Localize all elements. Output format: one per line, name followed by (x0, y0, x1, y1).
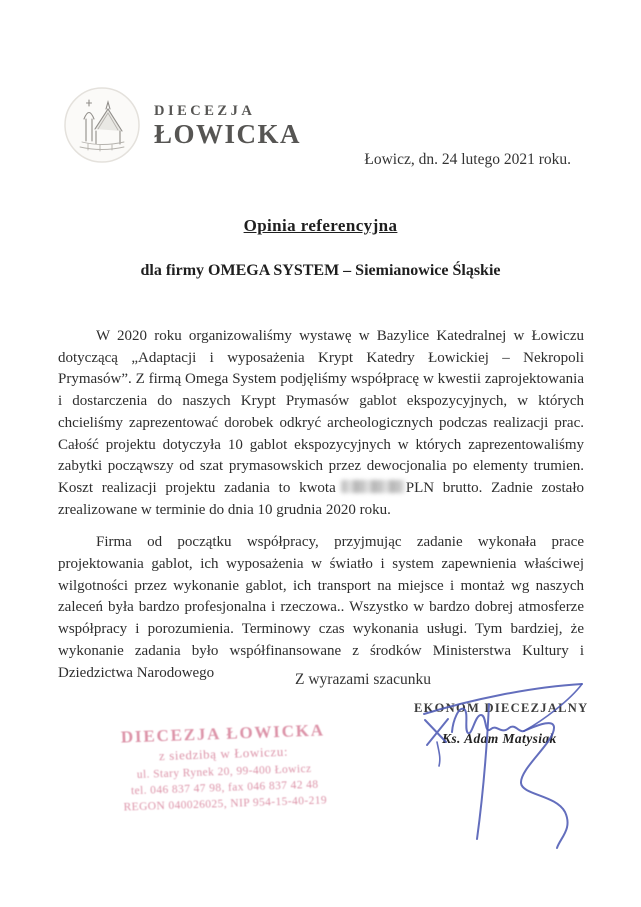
letterhead (62, 84, 301, 166)
red-address-stamp (95, 720, 354, 815)
red-stamp-address: ul. Stary Rynek 20, 99-400 Łowicz (136, 762, 312, 782)
paragraph-2: Firma od początku współpracy, przyjmując zadanie wykonała prace projektowania gablot, ich wyposażenia w światło i system zapewnienia właściwej wilgotności przez wykonanie gablot, ich transport na miejsce i montaż wg naszych zaleceń była bardzo profesjonalna i rzeczowa.. Wszystko w bardzo dobrej atmosferze współpracy i porozumienia. Terminowy czas wykonania usługi. Tym bardziej, że wykonanie zadania było współfinansowane z środków Ministerstwa Kultury i Dziedzictwa Narodowego (58, 534, 584, 681)
letter-body (58, 326, 584, 695)
red-stamp-org: DIECEZJA ŁOWICKA (120, 720, 326, 747)
org-name-line1: DIECEZJA (154, 103, 256, 119)
signer-title: EKONOM DIECEZJALNY (414, 701, 589, 715)
paragraph-1-text-before-amount: W 2020 roku organizowaliśmy wystawę w Bazylice Katedralnej w Łowiczu dotyczącą „Adaptacji i wyposażenia Krypt Katedry Łowickiej – Nekropoli Prymasów”. Z firmą Omega System podjęliśmy współpracę w kwestii zaprojektowania i dostarczenia do naszych Krypt Prymasów gablot ekspozycyjnych, w których chcieliśmy zaprezentować dorobek odkryć archeologicznych podczas realizacji prac. Całość projektu dotyczyła 10 gablot ekspozycyjnych w których zaprezentowaliśmy zabytki począwszy od szat prymasowskich przez dewocjonalia po elementy trumien. Koszt realizacji projektu zadania to kwota (58, 328, 584, 496)
red-stamp-regon-nip: REGON 040026025, NIP 954-15-40-219 (123, 794, 328, 814)
document-subtitle: dla firmy OMEGA SYSTEM – Siemianowice Śląskie (140, 262, 501, 279)
paragraph-1-text-after-amount: PLN brutto. Zadnie zostało zrealizowane w terminie do dnia 10 grudnia 2020 roku. (58, 479, 584, 518)
red-stamp-phone: tel. 046 837 47 98, fax 046 837 42 48 (130, 778, 319, 798)
diocese-church-emblem-icon (62, 84, 142, 166)
paragraph-1 (58, 326, 584, 521)
redacted-amount (341, 480, 405, 493)
document-title: Opinia referencyjna (243, 216, 398, 235)
date-line: Łowicz, dn. 24 lutego 2021 roku. (364, 151, 571, 168)
org-name-line2: ŁOWICKA (154, 119, 302, 149)
red-stamp-seat: z siedzibą w Łowiczu: (158, 743, 289, 764)
closing-phrase: Z wyrazami szacunku (295, 671, 431, 688)
signer-stamp (414, 701, 588, 747)
signer-name: Ks. Adam Matysiak (442, 731, 557, 746)
organization-name (154, 102, 301, 148)
